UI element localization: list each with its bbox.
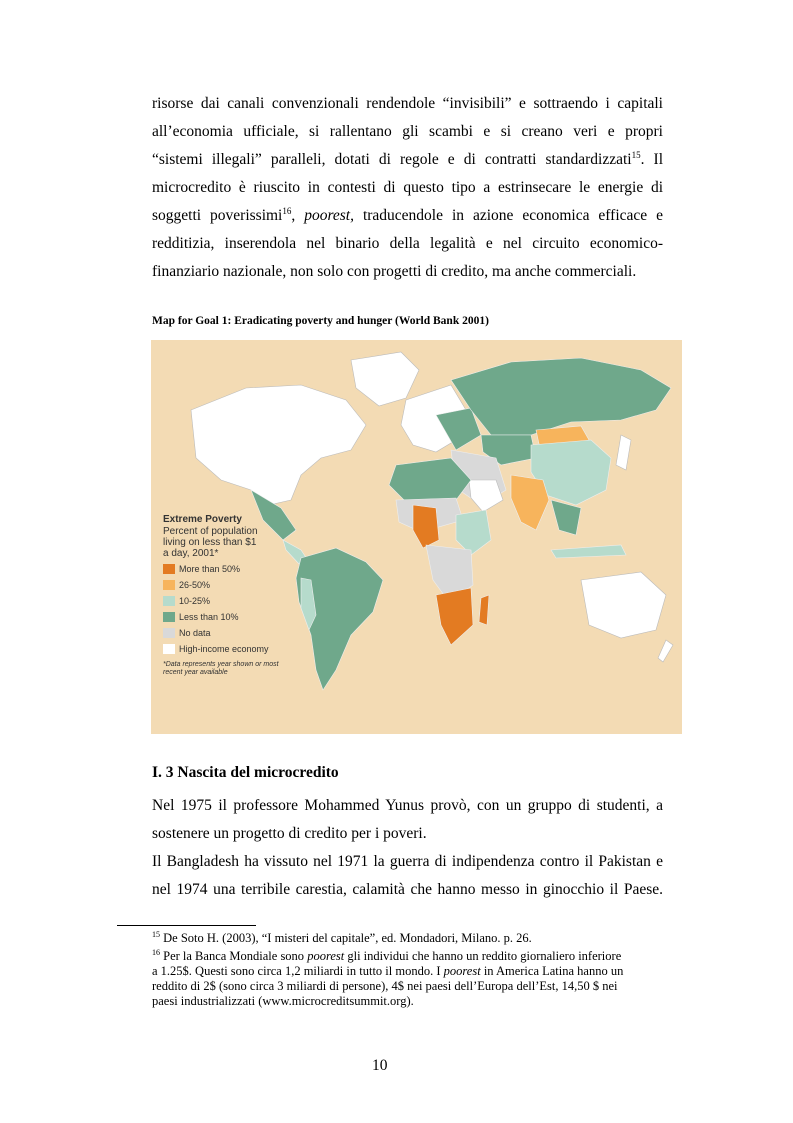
text-line: Il Bangladesh ha vissuto nel 1971 la guerra di indipendenza contro il Pakistan e	[152, 853, 663, 870]
text-line: soggetti poverissimi$^{16}$, poorest, traducendole in azione economica efficace e	[152, 206, 663, 224]
footnote-15	[152, 931, 663, 946]
legend-item	[163, 594, 303, 607]
legend-item	[163, 578, 303, 591]
russia-shape	[451, 358, 671, 435]
legend-item	[163, 610, 303, 623]
japan-shape	[616, 435, 631, 470]
legend-swatch	[163, 580, 175, 590]
map-legend	[163, 514, 303, 677]
arabia-shape	[469, 480, 503, 512]
indonesia-shape	[551, 545, 626, 558]
body-paragraph-top	[152, 90, 663, 286]
new-zealand-shape	[658, 640, 673, 662]
legend-swatch	[163, 612, 175, 622]
text-line: risorse dai canali convenzionali rendendole “invisibili” e sottraendo i capitali	[152, 95, 663, 112]
east-africa-shape	[456, 510, 491, 555]
legend-title: Extreme Poverty	[163, 514, 242, 525]
text-line: Nel 1975 il professore Mohammed Yunus provò, con un gruppo di studenti, a	[152, 797, 663, 814]
text-line: finanziario nazionale, non solo con progetti di credito, ma anche commerciali.	[152, 263, 637, 280]
legend-label: More than 50%	[179, 563, 241, 574]
page-number: 10	[372, 1057, 388, 1074]
greenland-shape	[351, 352, 419, 406]
legend-swatch	[163, 596, 175, 606]
text-line: nel 1974 una terribile carestia, calamità che hanno messo in ginocchio il Paese.	[152, 881, 663, 898]
footnote-16	[152, 949, 663, 1009]
legend-item	[163, 626, 303, 639]
legend-swatch	[163, 628, 175, 638]
legend-label: High-income economy	[179, 643, 269, 654]
southeast-asia-shape	[551, 500, 581, 535]
australia-shape	[581, 572, 666, 638]
footnote-line: reddito di 2$ (sono circa 3 miliardi di persone), 4$ nei paesi dell’Europa dell’Est, 14,50 $ nei	[152, 979, 618, 993]
footnote-ref-16[interactable]: 16	[282, 206, 292, 216]
footnote-separator	[117, 925, 256, 926]
footnote-ref-15[interactable]: 15	[631, 150, 641, 160]
madagascar-shape	[479, 595, 489, 625]
legend-label: 10-25%	[179, 595, 211, 606]
footnote-line: paesi industrializzati (www.microcreditsummit.org).	[152, 994, 414, 1008]
world-poverty-map	[151, 340, 682, 734]
legend-item	[163, 562, 303, 575]
legend-subtitle: Percent of population living on less than $1 a day, 2001*	[163, 526, 258, 559]
section-heading: I. 3 Nascita del microcredito	[152, 764, 339, 781]
legend-item	[163, 642, 303, 655]
southern-africa-shape	[436, 588, 473, 645]
text-line: “sistemi illegali” paralleli, dotati di regole e di contratti standardizzati$^{15}$. Il	[152, 150, 664, 168]
legend-label: Less than 10%	[179, 611, 239, 622]
text-line: microcredito è riuscito in contesti di questo tipo a estrinsecare le energie di	[152, 179, 663, 196]
footnote-line: $^{15}$ De Soto H. (2003), “I misteri del capitale”, ed. Mondadori, Milano. p. 26.	[152, 930, 532, 945]
legend-swatch	[163, 564, 175, 574]
legend-swatch	[163, 644, 175, 654]
legend-label: No data	[179, 627, 211, 638]
footnote-line: a 1.25$. Questi sono circa 1,2 miliardi in tutto il mondo. I poorest in America Latina hanno un	[152, 964, 624, 978]
text-line: sostenere un progetto di credito per i poveri.	[152, 825, 427, 842]
figure-caption: Map for Goal 1: Eradicating poverty and hunger (World Bank 2001)	[152, 315, 489, 327]
legend-label: 26-50%	[179, 579, 211, 590]
west-africa-shape	[413, 505, 439, 548]
body-paragraph-section	[152, 792, 663, 904]
legend-note: *Data represents year shown or most recent year available	[163, 661, 279, 676]
india-shape	[511, 475, 549, 530]
text-line: redditizia, inserendola nel binario della legalità e nel circuito economico-	[152, 235, 663, 252]
north-america-shape	[191, 385, 366, 505]
text-line: all’economia ufficiale, si rallentano gli scambi e si creano veri e propri	[152, 123, 663, 140]
footnote-line: $^{16}$ Per la Banca Mondiale sono poorest gli individui che hanno un reddito giornaliero inferiore	[152, 948, 622, 963]
